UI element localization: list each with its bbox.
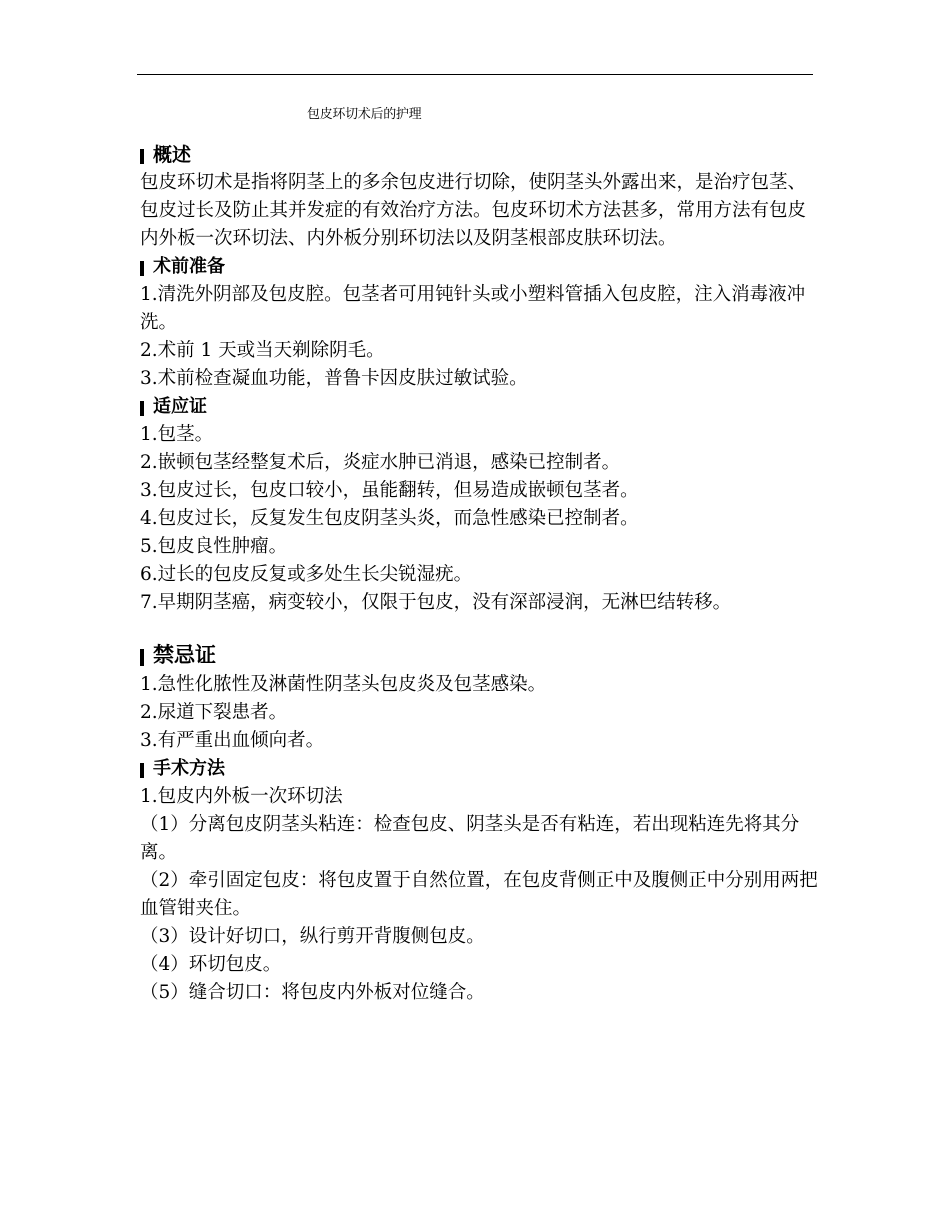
section-heading-method: [140, 755, 820, 783]
list-item: 2.尿道下裂患者。: [140, 702, 288, 723]
section-heading-contraindications: [140, 639, 820, 671]
list-item: 7.早期阴茎癌，病变较小，仅限于包皮，没有深部浸润，无淋巴结转移。: [140, 592, 732, 613]
heading-text: 概述: [153, 144, 192, 166]
section-heading-indications: [140, 393, 820, 421]
heading-marker: [140, 649, 144, 666]
list-item: 3.包皮过长，包皮口较小，虽能翻转，但易造成嵌顿包茎者。: [140, 480, 639, 501]
spacer: [140, 617, 820, 639]
list-item: 3.术前检查凝血功能，普鲁卡因皮肤过敏试验。: [140, 368, 528, 389]
heading-text: 适应证: [153, 396, 207, 417]
top-rule: [137, 74, 813, 75]
list-item: 2.嵌顿包茎经整复术后，炎症水肿已消退，感染已控制者。: [140, 452, 621, 473]
list-item: 1.包皮内外板一次环切法: [140, 786, 343, 807]
list-item: 2.术前 1 天或当天剃除阴毛。: [140, 340, 385, 361]
list-item: 1.包茎。: [140, 424, 214, 445]
section-heading-preop: [140, 253, 820, 281]
list-item: 3.有严重出血倾向者。: [140, 730, 325, 751]
document-body: [140, 141, 820, 1007]
heading-text: 手术方法: [153, 758, 225, 779]
list-item: 4.包皮过长，反复发生包皮阴茎头炎，而急性感染已控制者。: [140, 508, 639, 529]
list-item: 6.过长的包皮反复或多处生长尖锐湿疣。: [140, 564, 473, 585]
list-item: （5）缝合切口：将包皮内外板对位缝合。: [140, 982, 485, 1003]
overview-paragraph: 包皮环切术是指将阴茎上的多余包皮进行切除，使阴茎头外露出来，是治疗包茎、包皮过长及防止其并发症的有效治疗方法。包皮环切术方法甚多，常用方法有包皮内外板一次环切法、内外板分别环切法以及阴茎根部皮肤环切法。: [140, 172, 807, 249]
section-heading-overview: [140, 141, 820, 169]
document-title: 包皮环切术后的护理: [307, 107, 422, 122]
list-item: 1.清洗外阴部及包皮腔。包茎者可用钝针头或小塑料管插入包皮腔，注入消毒液冲洗。: [140, 284, 806, 333]
heading-marker: [140, 261, 144, 276]
heading-marker: [140, 763, 144, 778]
list-item: 5.包皮良性肿瘤。: [140, 536, 288, 557]
heading-text: 禁忌证: [153, 643, 216, 667]
list-item: 1.急性化脓性及淋菌性阴茎头包皮炎及包茎感染。: [140, 674, 547, 695]
heading-marker: [140, 401, 144, 416]
list-item: （1）分离包皮阴茎头粘连：检查包皮、阴茎头是否有粘连，若出现粘连先将其分离。: [140, 814, 800, 863]
list-item: （3）设计好切口，纵行剪开背腹侧包皮。: [140, 926, 485, 947]
list-item: （2）牵引固定包皮：将包皮置于自然位置，在包皮背侧正中及腹侧正中分别用两把血管钳夹住。: [140, 870, 818, 919]
list-item: （4）环切包皮。: [140, 954, 282, 975]
heading-text: 术前准备: [153, 256, 225, 277]
heading-marker: [140, 149, 144, 164]
